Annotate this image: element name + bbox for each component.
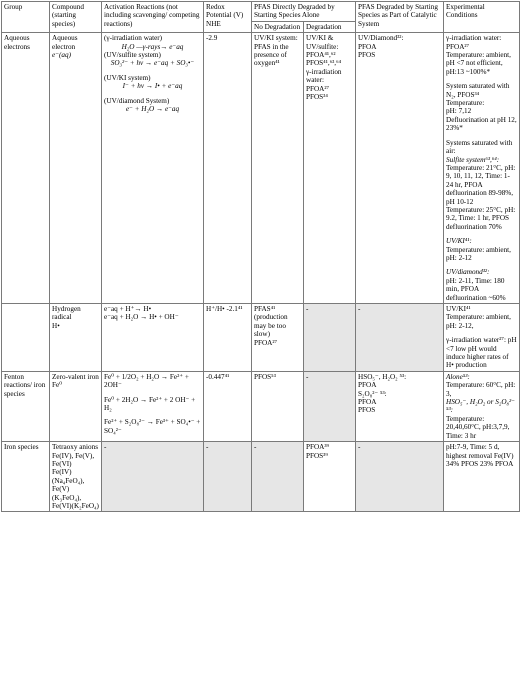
cell-catalytic: - <box>356 442 444 512</box>
activation-equation: H₂O —γ-rays→ e⁻aq <box>121 42 184 51</box>
cell-compound <box>50 442 102 512</box>
compound-line: Fe(IV) (Na₄FeO₄), <box>52 468 85 485</box>
table-row <box>2 371 520 441</box>
degradation-line: γ-irradiation water: <box>306 67 342 85</box>
header-redox: Redox Potential (V) NHE <box>204 2 252 33</box>
conditions-line: UV/KI⁴¹: <box>446 237 472 246</box>
cell-activation <box>102 304 204 372</box>
header-pfas-alone: PFAS Directly Degraded by Starting Species Alone <box>252 2 356 22</box>
no-degradation-line: UV/KI system: PFAS in the presence of oxygen⁴¹ <box>254 34 298 68</box>
cell-redox: -0.447⁴¹ <box>204 371 252 441</box>
table-row <box>2 33 520 304</box>
conditions-line: Temperature: ambient, pH: 2-12 <box>446 245 511 262</box>
degradation-line: PFOA³⁹ <box>306 443 330 452</box>
cell-redox: -2.9 <box>204 33 252 304</box>
table-row <box>2 442 520 512</box>
header-degradation: Degradation <box>304 21 356 32</box>
cell-degradation <box>304 442 356 512</box>
conditions-line: UV/KI⁴¹ <box>446 305 471 313</box>
activation-line: (UV/KI system) <box>104 73 151 82</box>
cell-catalytic: - <box>356 304 444 372</box>
cell-conditions <box>444 304 520 372</box>
catalytic-line: PFOS <box>358 406 376 415</box>
catalytic-line: PFOS <box>358 51 376 60</box>
cell-no-degradation <box>252 33 304 304</box>
catalytic-line: UV/Diamond³²: <box>358 34 404 43</box>
cell-no-degradation <box>252 371 304 441</box>
conditions-line: HSO₅⁻, H₂O₂ or S₂O₈²⁻ ⁵³: <box>446 398 515 415</box>
activation-equation: SO₃²⁻ + hv → e⁻aq + SO₃•⁻ <box>110 59 195 68</box>
cell-no-degradation <box>252 304 304 372</box>
conditions-line: pH: 7,12 <box>446 107 472 116</box>
activation-line: (UV/sulfite system) <box>104 51 161 60</box>
cell-degradation: - <box>304 371 356 441</box>
cell-catalytic <box>356 371 444 441</box>
compound-line: Fe(V) (K₃FeO₄), <box>52 485 82 502</box>
catalytic-line: PFOA <box>358 398 377 407</box>
cell-catalytic <box>356 33 444 304</box>
compound-line: Zero-valent iron <box>52 372 99 381</box>
cell-activation: - <box>102 442 204 512</box>
cell-degradation: - <box>304 304 356 372</box>
no-degradation-line: PFOS⁵³ <box>254 372 276 381</box>
header-pfas-catalytic: PFAS Degraded by Starting Species as Part of Catalytic System <box>356 2 444 33</box>
no-degradation-line: PFOA²⁷ <box>254 338 278 347</box>
cell-conditions <box>444 371 520 441</box>
header-conditions: Experimental Conditions <box>444 2 520 33</box>
compound-line: Tetraoxy anions Fe(IV), Fe(V), Fe(VI) <box>52 443 99 468</box>
catalytic-line: PFOA <box>358 381 377 390</box>
cell-activation <box>102 371 204 441</box>
cell-no-degradation: - <box>252 442 304 512</box>
compound-line: H• <box>52 321 60 330</box>
cell-compound <box>50 304 102 372</box>
conditions-line: UV/diamond³²: <box>446 268 490 277</box>
degradation-line: PFOS⁴¹,⁶³,⁶⁴ <box>306 59 342 68</box>
activation-equation: e⁻aq + H₂O → H• + OH⁻ <box>104 313 179 322</box>
degradation-line: PFOA²⁷ <box>306 84 330 93</box>
compound-line: Fe⁰ <box>52 381 63 390</box>
conditions-line: Temperature: 20,40,60°C, pH:3,7,9, Time: 3 hr <box>446 414 510 440</box>
table-row <box>2 304 520 372</box>
cell-group: Fenton reactions/ iron species <box>2 371 50 441</box>
conditions-line: Defluorination at pH 12, 23%* <box>446 115 517 133</box>
activation-equation: Fe⁰ + 1/2O₂ + H₂O → Fe²⁺ + 2OH⁻ <box>104 372 189 390</box>
cell-group: Aqueous electrons <box>2 33 50 304</box>
pfas-reaction-table <box>1 1 520 512</box>
conditions-line: γ-irradiation water: PFOA²⁷ <box>446 34 502 51</box>
activation-equation: Fe²⁺ + S₂O₈²⁻ → Fe³⁺ + SO₄•⁻ + SO₄²⁻ <box>104 418 201 435</box>
conditions-line: Sulfite system⁶³,⁶⁴: <box>446 155 500 164</box>
catalytic-line: HSO₅⁻, H₂O₂ ⁵³: <box>358 372 407 381</box>
conditions-line: Temperature: ambient, pH: 2-12, <box>446 313 511 330</box>
degradation-line: PFOS³⁹ <box>306 451 328 460</box>
activation-equation: e⁻ + H₂O → e⁻aq <box>125 105 180 114</box>
conditions-line: Alone⁵³: <box>446 372 470 381</box>
conditions-line: Temperature: 60°C, pH: 3, <box>446 381 516 398</box>
conditions-line: Systems saturated with air: <box>446 138 513 156</box>
degradation-line: PFOS³⁴ <box>306 93 328 102</box>
header-group: Group <box>2 2 50 33</box>
catalytic-line: S₂O₈²⁻ ⁵³: <box>358 389 387 398</box>
cell-conditions: pH:7-9, Time: 5 d, highest removal Fe(IV) 34% PFOS 23% PFOA <box>444 442 520 512</box>
header-no-degradation: No Degradation <box>252 21 304 32</box>
conditions-line: Temperature: ambient, pH <7 not efficient, pH:13 ~100%* <box>446 51 511 76</box>
cell-group <box>2 304 50 372</box>
table-header-row <box>2 2 520 22</box>
cell-compound <box>50 371 102 441</box>
activation-equation: e⁻aq + H⁺→ H• <box>104 305 152 313</box>
conditions-line: System saturated with N₂, PFOS³⁴ <box>446 82 510 99</box>
compound-line: e⁻(aq) <box>52 51 71 60</box>
compound-line: Fe(VI)(K₂FeO₄) <box>52 501 99 510</box>
compound-line: Aqueous electron <box>52 34 78 51</box>
cell-compound <box>50 33 102 304</box>
activation-line: (γ-irradiation water) <box>104 34 163 43</box>
cell-redox: H⁺/H• -2.1⁴¹ <box>204 304 252 372</box>
degradation-line: UV/KI & UV/sulfite: PFOA⁴¹,⁶² <box>306 34 339 60</box>
activation-equation: Fe⁰ + 2H₂O → Fe²⁺ + 2 OH⁻ + H₂ <box>104 395 196 413</box>
conditions-line: Temperature: 25°C, pH: 9.2, Time: 1 hr, PFOS defluorination 70% <box>446 205 516 231</box>
cell-degradation <box>304 33 356 304</box>
conditions-line: γ-irradiation water²⁷: pH <7 low pH would induce higher rates of H• production <box>446 336 517 370</box>
conditions-line: Temperature: <box>446 99 485 108</box>
compound-line: Hydrogen radical <box>52 305 81 322</box>
cell-conditions <box>444 33 520 304</box>
conditions-line: pH: 2-11, Time: 180 min, PFOA defluorination ~60% <box>446 276 506 302</box>
header-compound: Compound (starting species) <box>50 2 102 33</box>
cell-redox: - <box>204 442 252 512</box>
activation-line: (UV/diamond System) <box>104 96 170 105</box>
catalytic-line: PFOA <box>358 42 377 51</box>
no-degradation-line: PFAS⁴¹ (production may be too slow) <box>254 305 288 339</box>
cell-activation <box>102 33 204 304</box>
conditions-line: Temperature: 21°C, pH: 9, 10, 11, 12, Time: 1-24 hr, PFOA defluorination 89-98%, pH 10-12 <box>446 163 516 206</box>
cell-group: Iron species <box>2 442 50 512</box>
activation-equation: I⁻ + hv → I• + e⁻aq <box>122 82 183 91</box>
header-activation: Activation Reactions (not including scavenging/ competing reactions) <box>102 2 204 33</box>
